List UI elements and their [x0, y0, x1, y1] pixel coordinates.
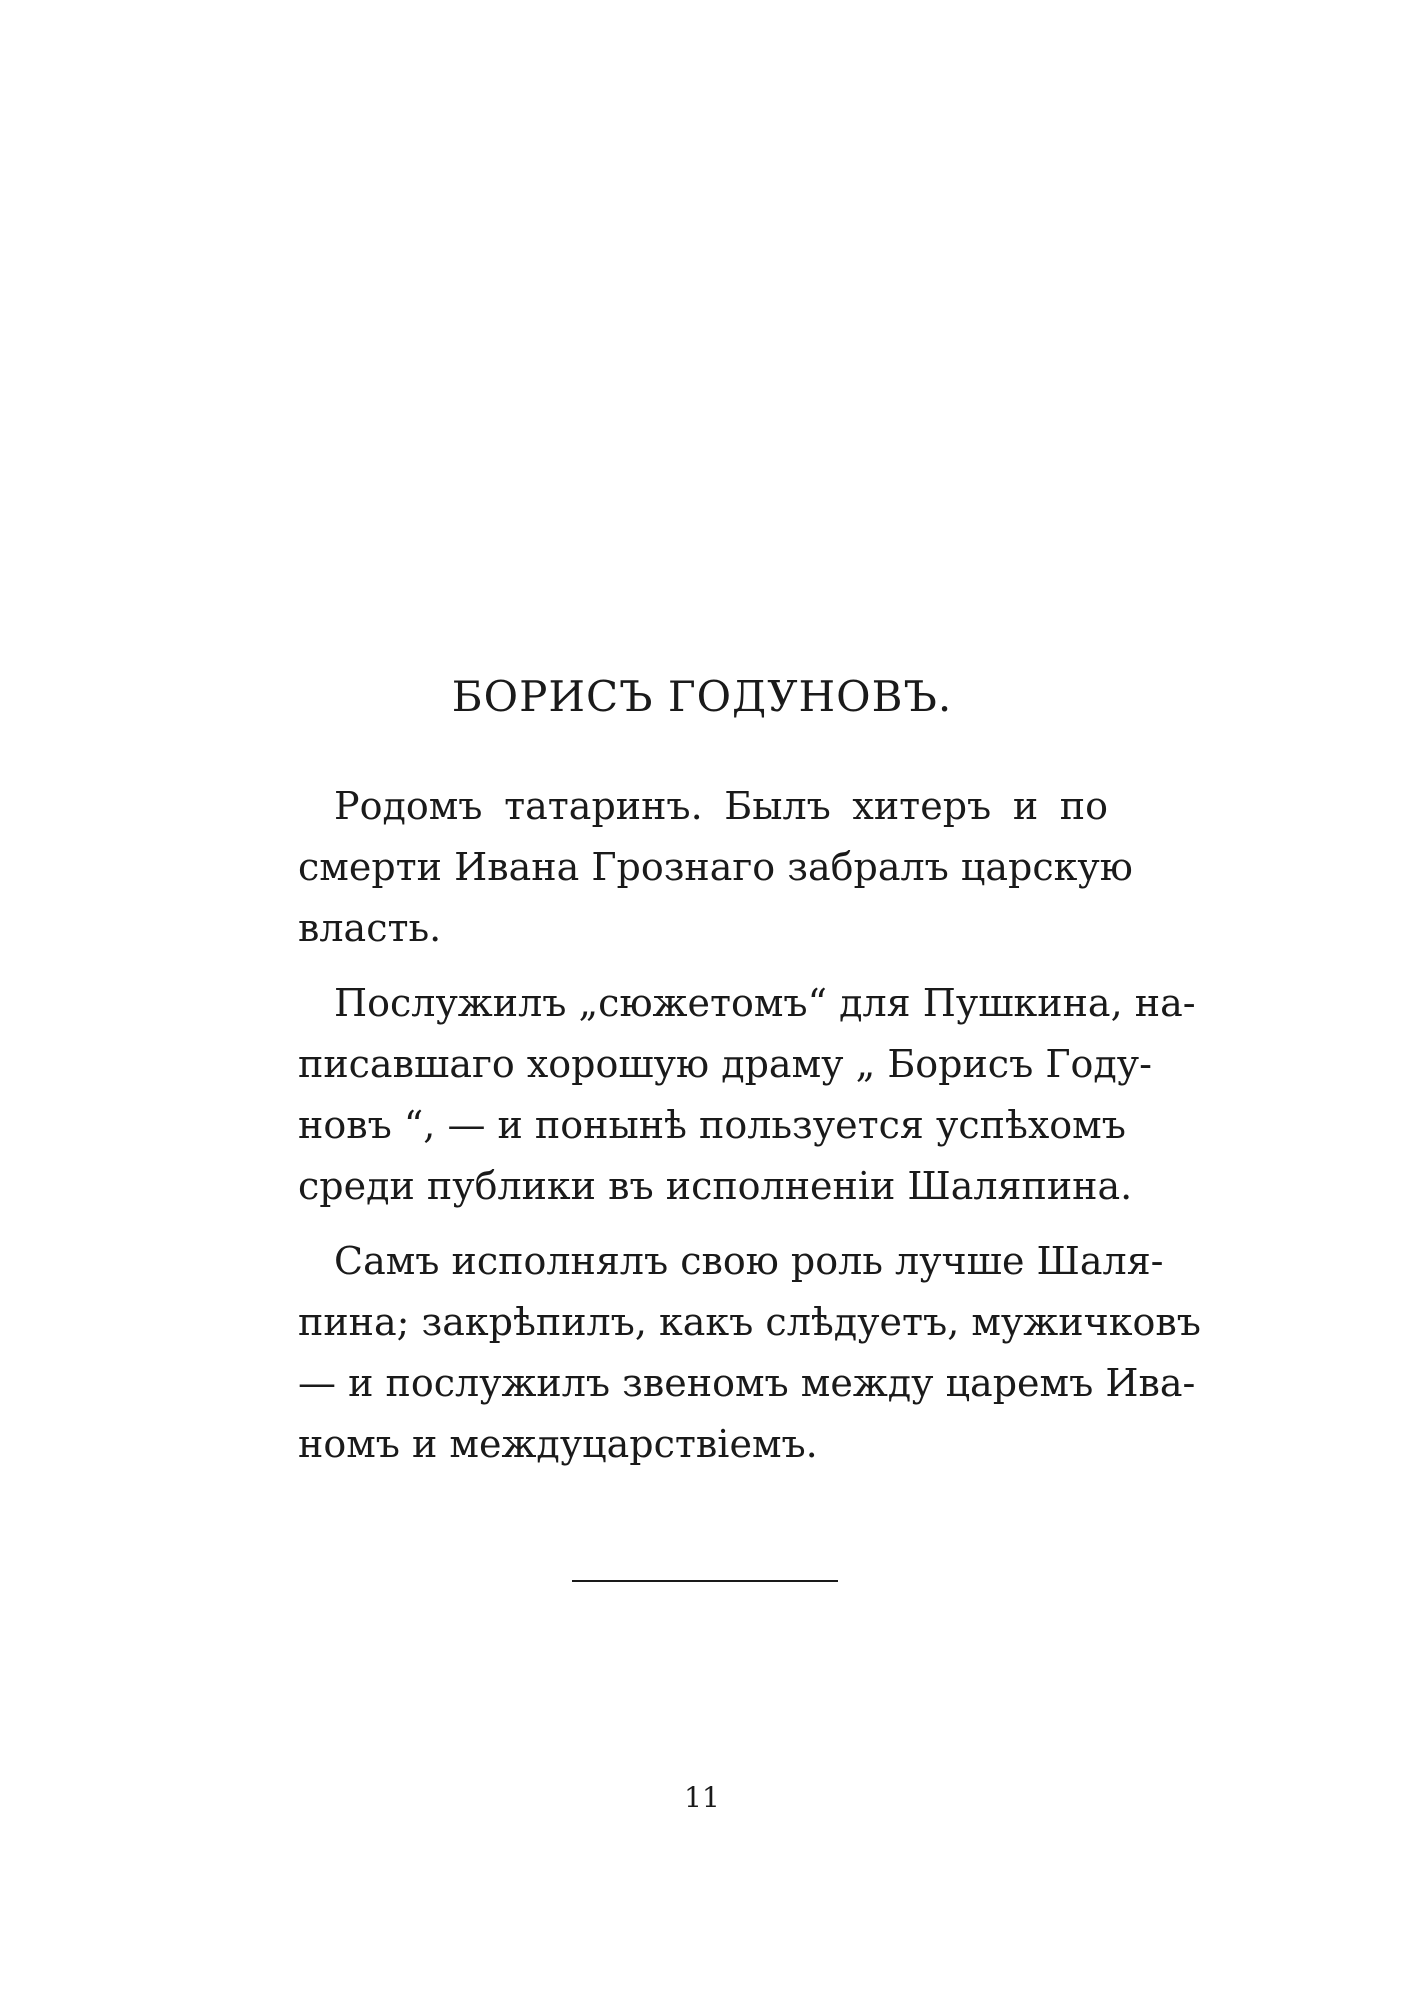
paragraph-1 — [298, 776, 1133, 959]
paragraph-gap — [298, 1217, 1108, 1231]
text-line: — и послужилъ звеномъ между царемъ Ива- — [298, 1361, 1196, 1405]
paragraph-2 — [298, 973, 1196, 1217]
text-line: смерти Ивана Грознаго забралъ царскую — [298, 845, 1133, 889]
chapter-title: БОРИСЪ ГОДУНОВЪ. — [451, 672, 953, 721]
page-number: 11 — [684, 1781, 720, 1814]
text-line: пина; закрѣпилъ, какъ слѣдуетъ, мужичковъ — [298, 1300, 1201, 1344]
paragraph-gap — [298, 959, 1108, 973]
text-line: писавшаго хорошую драму „ Борисъ Году- — [298, 1042, 1152, 1086]
text-line: номъ и междуцарствіемъ. — [298, 1422, 818, 1466]
chapter-body — [298, 776, 1201, 1475]
text-line: новъ “, — и понынѣ пользуется успѣхомъ — [298, 1103, 1126, 1147]
text-line: власть. — [298, 906, 442, 950]
text-line: Родомъ татаринъ. Былъ хитеръ и по — [334, 784, 1108, 828]
paragraph-3 — [298, 1231, 1201, 1475]
section-divider — [572, 1580, 838, 1582]
text-line: Самъ исполнялъ свою роль лучше Шаля- — [334, 1239, 1164, 1283]
text-line: среди публики въ исполненіи Шаляпина. — [298, 1164, 1133, 1208]
text-line: Послужилъ „сюжетомъ“ для Пушкина, на- — [334, 981, 1196, 1025]
